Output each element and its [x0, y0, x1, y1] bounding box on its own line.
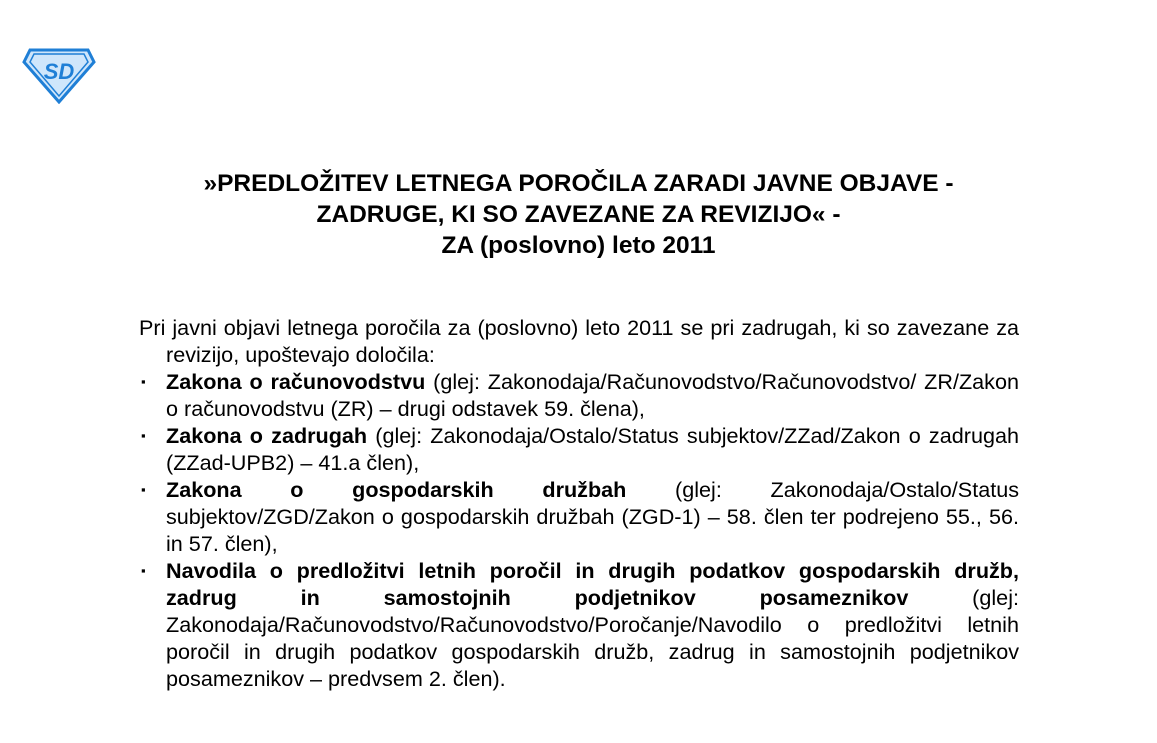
bullet-icon: ▪	[141, 482, 146, 497]
bullet-icon: ▪	[141, 374, 146, 389]
law-name: Zakona o računovodstvu	[166, 369, 426, 394]
document-body	[139, 314, 1019, 692]
document-title	[120, 168, 1037, 261]
regulations-list	[139, 368, 1019, 692]
law-reference: (glej: Zakonodaja/Ostalo/Status subjektov/ZGD/Zakon o gospodarskih družbah (ZGD-1) – 58. člen ter podrejeno 55., 56. in 57. člen),	[166, 477, 1020, 556]
law-reference: (glej: Zakonodaja/Računovodstvo/Računovodstvo/ ZR/Zakon o računovodstvu (ZR) – drugi odstavek 59. člena),	[166, 369, 1019, 421]
bullet-icon: ▪	[141, 563, 146, 578]
logo-text: SD	[43, 59, 75, 84]
title-line-2: ZADRUGE, KI SO ZAVEZANE ZA REVIZIJO« -	[316, 201, 841, 228]
sd-shield-logo	[22, 46, 96, 104]
intro-paragraph: Pri javni objavi letnega poročila za (poslovno) leto 2011 se pri zadrugah, ki so zavezane za revizijo, upoštevajo določila:	[139, 315, 1019, 367]
list-item	[139, 476, 1019, 557]
title-line-1: »PREDLOŽITEV LETNEGA POROČILA ZARADI JAVNE OBJAVE -	[203, 170, 954, 197]
list-item	[139, 368, 1019, 422]
title-line-3: ZA (poslovno) leto 2011	[441, 232, 716, 259]
law-name: Zakona o gospodarskih družbah	[166, 477, 627, 502]
law-reference: (glej: Zakonodaja/Računovodstvo/Računovodstvo/Poročanje/Navodilo o predložitvi letnih poročil in drugih podatkov gospodarskih družb, zadrug in samostojnih podjetnikov posameznikov – predvsem 2. člen).	[166, 585, 1019, 691]
law-name: Zakona o zadrugah	[166, 423, 368, 448]
shield-logo-icon	[22, 46, 96, 104]
list-item	[139, 557, 1019, 692]
bullet-icon: ▪	[141, 428, 146, 443]
law-name: Navodila o predložitvi letnih poročil in drugih podatkov gospodarskih družb, zadrug in samostojnih podjetnikov posameznikov	[166, 558, 1019, 610]
law-reference: (glej: Zakonodaja/Ostalo/Status subjektov/ZZad/Zakon o zadrugah (ZZad-UPB2) – 41.a člen),	[166, 423, 1019, 475]
list-item	[139, 422, 1019, 476]
